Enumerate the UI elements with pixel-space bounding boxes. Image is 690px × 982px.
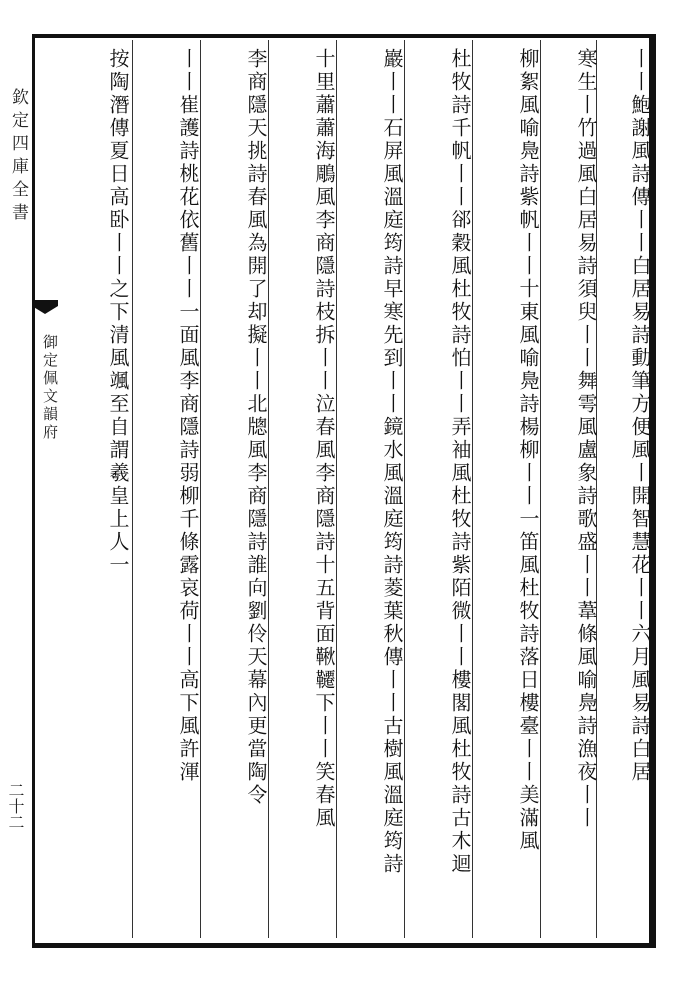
column-text: 寒生丨竹過風白居易詩須臾丨丨舞雩風盧象詩歌盛丨丨葦條風喻鳧詩漁夜丨丨 xyxy=(574,48,598,830)
text-column-9 xyxy=(64,48,128,938)
text-column-3 xyxy=(476,48,538,938)
column-rule xyxy=(404,40,405,938)
column-text: 柳絮風喻鳧詩紫帆丨丨十東風喻鳧詩楊柳丨丨一笛風杜牧詩落日樓臺丨丨美滿風 xyxy=(516,48,540,853)
column-rule xyxy=(132,40,133,938)
text-column-2 xyxy=(544,48,596,938)
book-subtitle: 御定佩文韻府 xyxy=(41,334,59,442)
column-rule xyxy=(540,40,541,938)
column-text: 巖丨丨石屏風溫庭筠詩早寒先到丨丨鏡水風溫庭筠詩菱葉秋傳丨丨古樹風溫庭筠詩 xyxy=(380,48,404,876)
column-text: 李商隱天挑詩春風為開了却擬丨丨北牕風李商隱詩誰向劉伶天幕內更當陶令 xyxy=(244,48,268,807)
fishtail-mark-icon xyxy=(30,298,60,326)
text-column-1 xyxy=(600,48,650,938)
page-margin xyxy=(0,40,30,940)
text-column-6 xyxy=(272,48,334,938)
page-frame-left-rule xyxy=(32,34,35,948)
text-column-7 xyxy=(204,48,266,938)
page-number: 二十二 xyxy=(6,782,25,830)
column-rule xyxy=(200,40,201,938)
column-text: 按陶潛傳夏日高卧丨丨之下清風颯至自謂羲皇上人一 xyxy=(106,48,130,577)
column-text: 丨丨崔護詩桃花依舊丨丨一面風李商隱詩弱柳千條露哀荷丨丨高下風許渾 xyxy=(176,48,200,784)
text-column-5 xyxy=(340,48,402,938)
text-column-4 xyxy=(408,48,470,938)
column-text: 十里蕭蕭海鵰風李商隱詩枝拆丨丨泣春風李商隱詩十五背面鞦韆下丨丨笑春風 xyxy=(312,48,336,830)
book-title: 欽定四庫全書 xyxy=(8,88,28,226)
column-rule xyxy=(472,40,473,938)
column-text: 丨丨鮑謝風詩傳丨丨白居易詩動筆方便風丨開智慧花丨丨六月風易詩白居 xyxy=(628,48,652,784)
text-column-8 xyxy=(136,48,198,938)
column-text: 杜牧詩千帆丨丨郤穀風杜牧詩怕丨丨弄袖風杜牧詩紫陌微丨丨樓閣風杜牧詩古木迴 xyxy=(448,48,472,876)
column-rule xyxy=(336,40,337,938)
column-rule xyxy=(268,40,269,938)
